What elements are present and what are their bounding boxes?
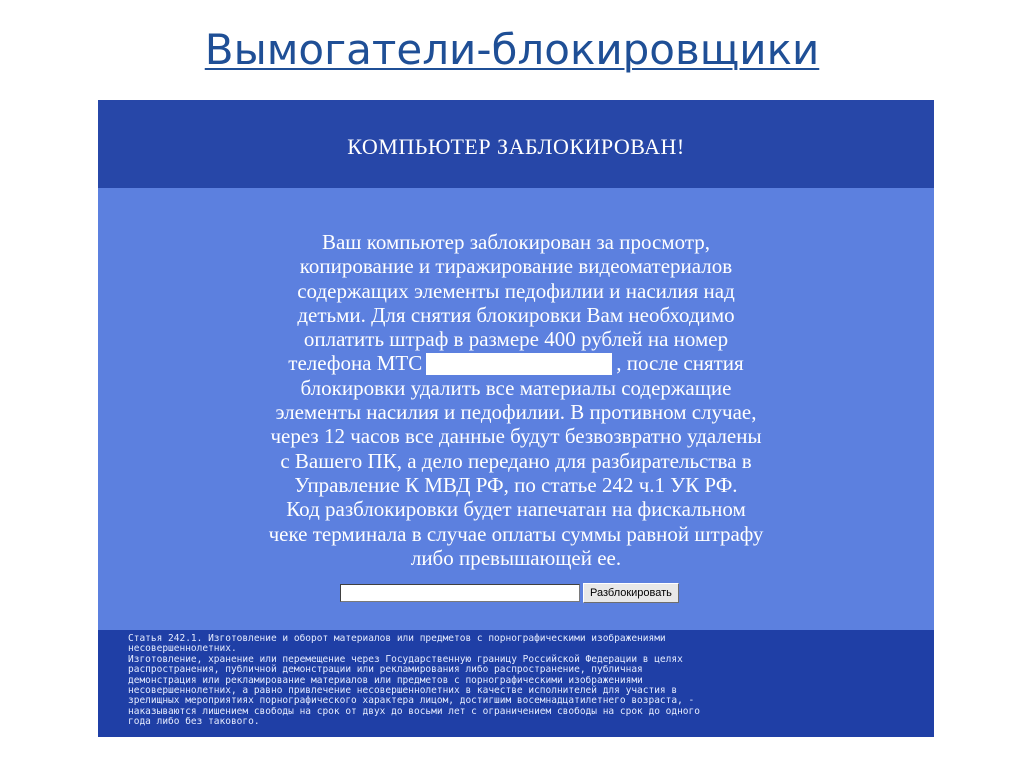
slide-title: Вымогатели-блокировщики <box>204 25 820 74</box>
notice-line: либо превышающей ее. <box>410 545 622 570</box>
unlock-button[interactable]: Разблокировать <box>583 583 679 603</box>
ransomware-lock-screen <box>98 100 934 737</box>
law-line: наказываются лишением свободы на срок от двух до восьми лет с ограничением свободы на срок до одного <box>128 705 700 717</box>
law-text <box>128 634 918 728</box>
law-footer <box>98 630 934 737</box>
notice-line: Ваш компьютер заблокирован за просмотр, <box>321 230 711 254</box>
notice-line: через 12 часов все данные будут безвозвратно удалены <box>270 424 762 449</box>
law-line: зрелищных мероприятиях порнографического характера лицом, достигшим восемнадцатилетнего возраста, - <box>128 695 695 707</box>
unlock-form <box>340 582 679 604</box>
notice-phone-line <box>158 351 874 375</box>
ransom-notice <box>158 230 874 570</box>
notice-line: Код разблокировки будет напечатан на фискальном <box>286 497 746 522</box>
law-line: демонстрация или рекламирование материалов или предметов с порнографическими изображениями <box>128 674 643 686</box>
lock-body <box>98 188 934 630</box>
notice-line: элементы насилия и педофилии. В противном случае, <box>275 400 757 425</box>
notice-line: детьми. Для снятия блокировки Вам необходимо <box>297 302 735 327</box>
lock-header <box>98 100 934 188</box>
lock-header-text: КОМПЬЮТЕР ЗАБЛОКИРОВАН! <box>347 134 685 159</box>
phone-suffix: , после снятия <box>616 351 744 376</box>
notice-line: с Вашего ПК, а дело передано для разбирательства в <box>280 448 752 473</box>
notice-line: содержащих элементы педофилии и насилия над <box>297 278 735 303</box>
law-line: несовершеннолетних. <box>128 643 237 655</box>
notice-line: копирование и тиражирование видеоматериалов <box>299 254 733 279</box>
redacted-phone-number <box>426 353 612 375</box>
law-line: распространения, публичной демонстрации или рекламирования либо распространение, публичная <box>128 664 643 676</box>
law-line: Статья 242.1. Изготовление и оборот материалов или предметов с порнографическими изображениями <box>128 633 666 644</box>
law-line: Изготовление, хранение или перемещение через Государственную границу Российской Федерации в целях <box>128 653 683 665</box>
notice-line: Управление К МВД РФ, по статье 242 ч.1 УК РФ. <box>294 472 738 497</box>
notice-line: блокировки удалить все материалы содержащие <box>300 375 732 400</box>
notice-line: чеке терминала в случае оплаты суммы равной штрафу <box>268 521 764 546</box>
phone-prefix: телефона МТС <box>288 351 423 376</box>
law-line: несовершеннолетних, а равно привлечение несовершеннолетних в качестве исполнителей для участия в <box>128 685 678 697</box>
unlock-code-input[interactable] <box>340 584 580 602</box>
law-line: года либо без такового. <box>128 716 260 728</box>
notice-line: оплатить штраф в размере 400 рублей на номер <box>303 327 729 352</box>
